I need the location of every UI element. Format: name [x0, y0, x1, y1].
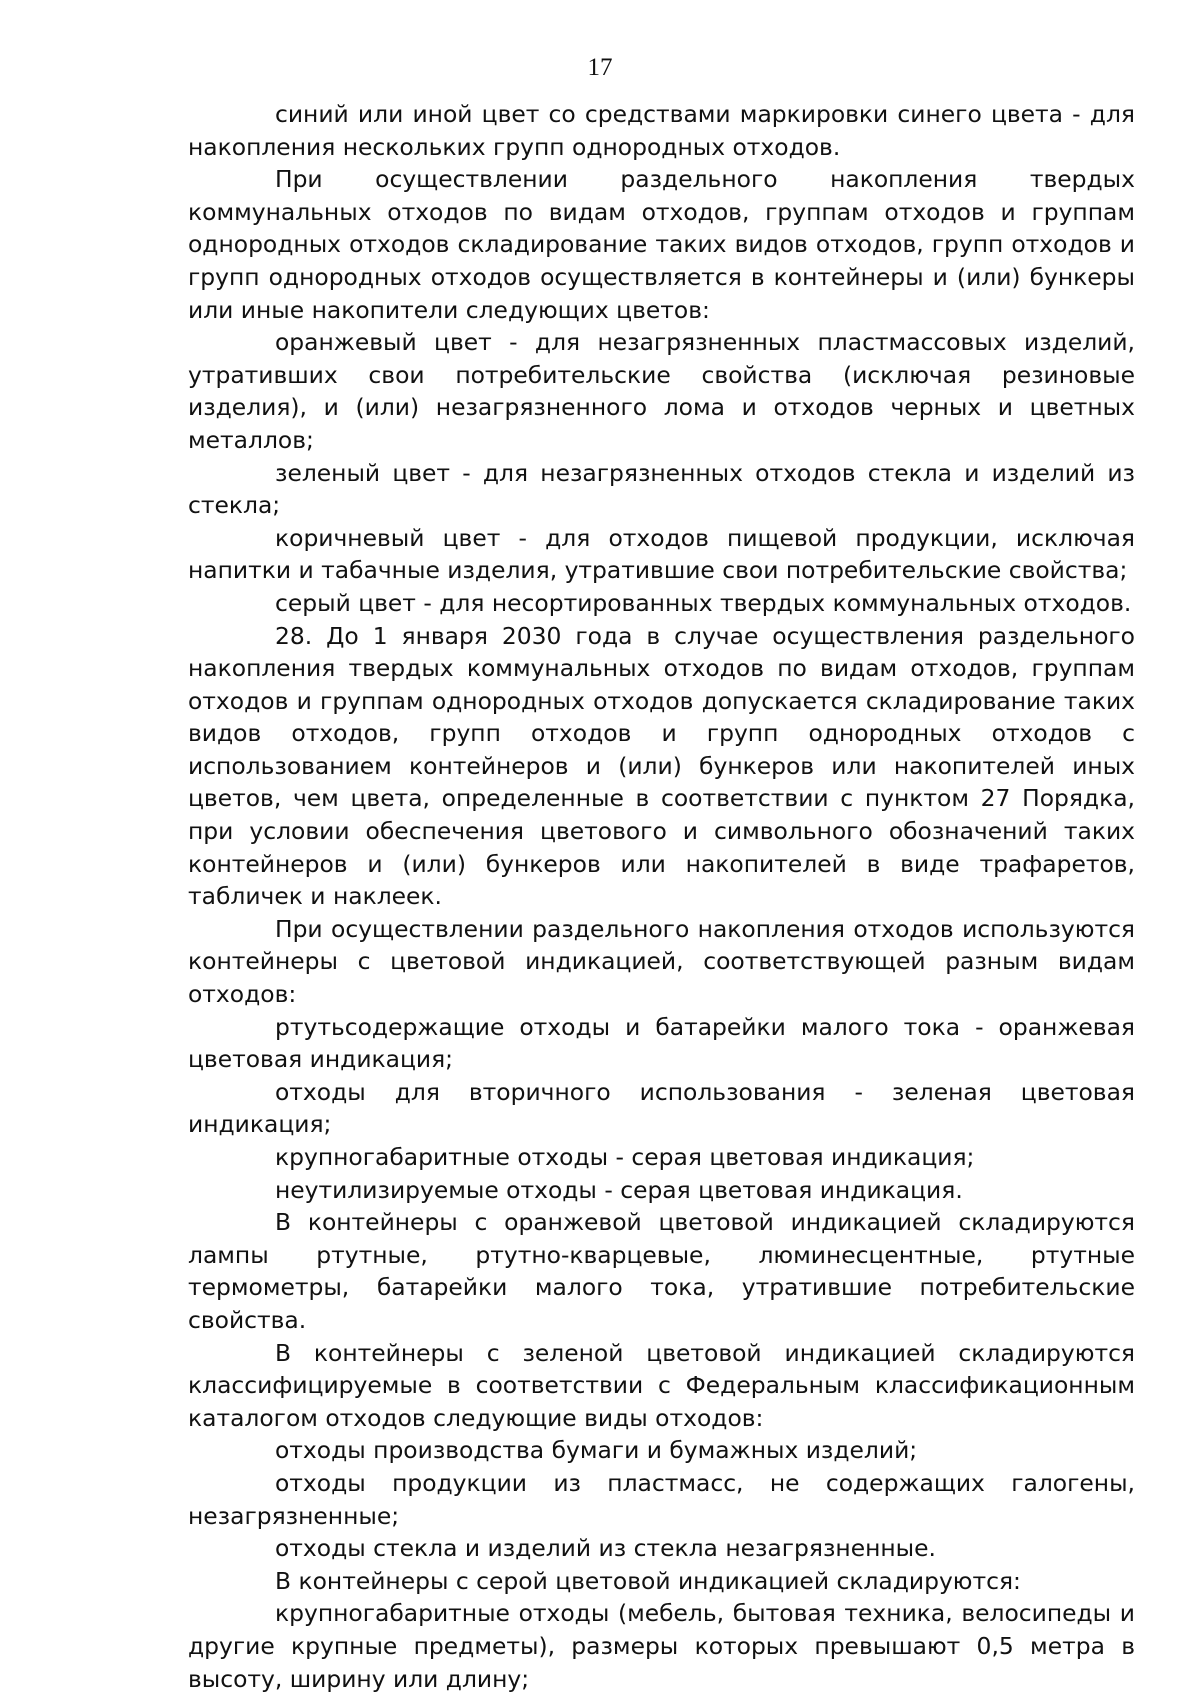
paragraph-green-containers: В контейнеры с зеленой цветовой индикацией складируются классифицируемые в соответствии с Федеральным классификационным каталогом отходов следующие виды отходов: [188, 1338, 1135, 1432]
paragraph-blue-color-continuation: синий или иной цвет со средствами маркировки синего цвета - для накопления нескольких групп однородных отходов. [188, 100, 1135, 161]
paragraph-gray-color: серый цвет - для несортированных твердых коммунальных отходов. [275, 588, 1132, 617]
paragraph-orange-color: оранжевый цвет - для незагрязненных пластмассовых изделий, утративших свои потребительские свойства (исключая резиновые изделия), и (или) незагрязненного лома и отходов черных и цветных металлов; [188, 328, 1135, 454]
paragraph-nonrecyclable-gray: неутилизируемые отходы - серая цветовая индикация. [275, 1175, 963, 1204]
paragraph-plastic-waste: отходы продукции из пластмасс, не содержащих галогены, незагрязненные; [188, 1468, 1135, 1530]
paragraph-mercury-orange: ртутьсодержащие отходы и батарейки малого тока - оранжевая цветовая индикация; [188, 1012, 1135, 1074]
paragraph-bulky-gray: крупногабаритные отходы - серая цветовая индикация; [275, 1143, 975, 1171]
paragraph-orange-containers: В контейнеры с оранжевой цветовой индикацией складируются лампы ртутные, ртутно-кварцевые, люминесцентные, ртутные термометры, батарейки малого тока, утратившие потребительские свойства. [188, 1208, 1135, 1334]
paragraph-green-color: зеленый цвет - для незагрязненных отходов стекла и изделий из стекла; [188, 458, 1135, 520]
paragraph-gray-containers: В контейнеры с серой цветовой индикацией складируются: [275, 1566, 1021, 1595]
document-body [188, 98, 1135, 1695]
paragraph-bulky-waste-definition: крупногабаритные отходы (мебель, бытовая техника, велосипеды и другие крупные предметы), размеры которых превышают 0,5 метра в высоту, ширину или длину; [188, 1599, 1135, 1693]
paragraph-glass-waste: отходы стекла и изделий из стекла незагрязненные. [275, 1534, 936, 1563]
paragraph-item-28: 28. До 1 января 2030 года в случае осуществления раздельного накопления твердых коммунальных отходов по видам отходов, группам отходов и группам однородных отходов допускается складирование таких видов отходов, групп отходов и групп однородных отходов с использованием контейнеров и (или) бункеров или накопителей иных цветов, чем цвета, определенные в соответствии с пунктом 27 Порядка, при условии обеспечения цветового и символьного обозначений таких контейнеров и (или) бункеров или накопителей в виде трафаретов, табличек и наклеек. [188, 621, 1135, 911]
page-number: 17 [587, 54, 613, 81]
paragraph-recyclable-green: отходы для вторичного использования - зеленая цветовая индикация; [188, 1077, 1135, 1139]
paragraph-brown-color: коричневый цвет - для отходов пищевой продукции, исключая напитки и табачные изделия, утратившие свои потребительские свойства; [188, 523, 1135, 585]
paragraph-paper-waste: отходы производства бумаги и бумажных изделий; [275, 1436, 918, 1465]
paragraph-color-indication-intro: При осуществлении раздельного накопления отходов используются контейнеры с цветовой индикацией, соответствующей разным видам отходов: [188, 914, 1135, 1009]
paragraph-separate-accumulation-colors: При осуществлении раздельного накопления твердых коммунальных отходов по видам отходов, группам отходов и группам однородных отходов складирование таких видов отходов, групп отходов и групп однородных отходов осуществляется в контейнеры и (или) бункеры или иные накопители следующих цветов: [188, 165, 1135, 324]
